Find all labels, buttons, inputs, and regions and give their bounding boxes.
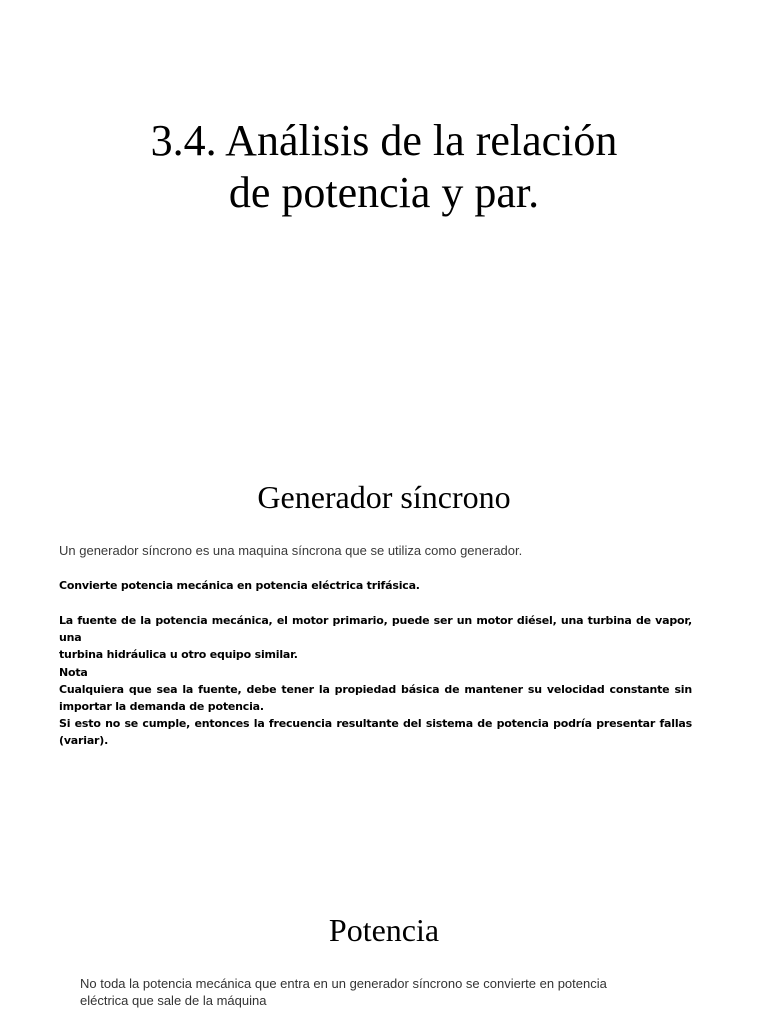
potencia-paragraph <box>80 975 680 1009</box>
section-heading-potencia: Potencia <box>328 912 440 948</box>
nota-line-3: Si esto no se cumple, entonces la frecuencia resultante del sistema de potencia podría presentar fallas <box>59 717 692 730</box>
fuente-line-1: La fuente de la potencia mecánica, el motor primario, puede ser un motor diésel, una turbina de vapor, una <box>59 614 692 644</box>
page-title-line-1: 3.4. Análisis de la relación <box>150 116 618 165</box>
section-heading-generador: Generador síncrono <box>257 479 511 515</box>
nota-paragraph <box>59 664 692 749</box>
nota-label: Nota <box>59 666 88 679</box>
potencia-line-1: No toda la potencia mecánica que entra en un generador síncrono se convierte en potencia <box>80 976 607 991</box>
nota-line-1: Cualquiera que sea la fuente, debe tener la propiedad básica de mantener su velocidad constante sin <box>59 683 692 696</box>
fuente-line-2: turbina hidráulica u otro equipo similar. <box>59 648 298 661</box>
page-title-line-2: de potencia y par. <box>228 168 540 217</box>
fuente-paragraph <box>59 612 692 663</box>
page-title <box>0 115 768 219</box>
convierte-paragraph: Convierte potencia mecánica en potencia eléctrica trifásica. <box>59 579 420 592</box>
nota-line-2: importar la demanda de potencia. <box>59 700 264 713</box>
potencia-line-2: eléctrica que sale de la máquina <box>80 993 267 1008</box>
nota-line-4: (variar). <box>59 734 109 747</box>
generador-intro-text: Un generador síncrono es una maquina síncrona que se utiliza como generador. <box>59 543 523 558</box>
